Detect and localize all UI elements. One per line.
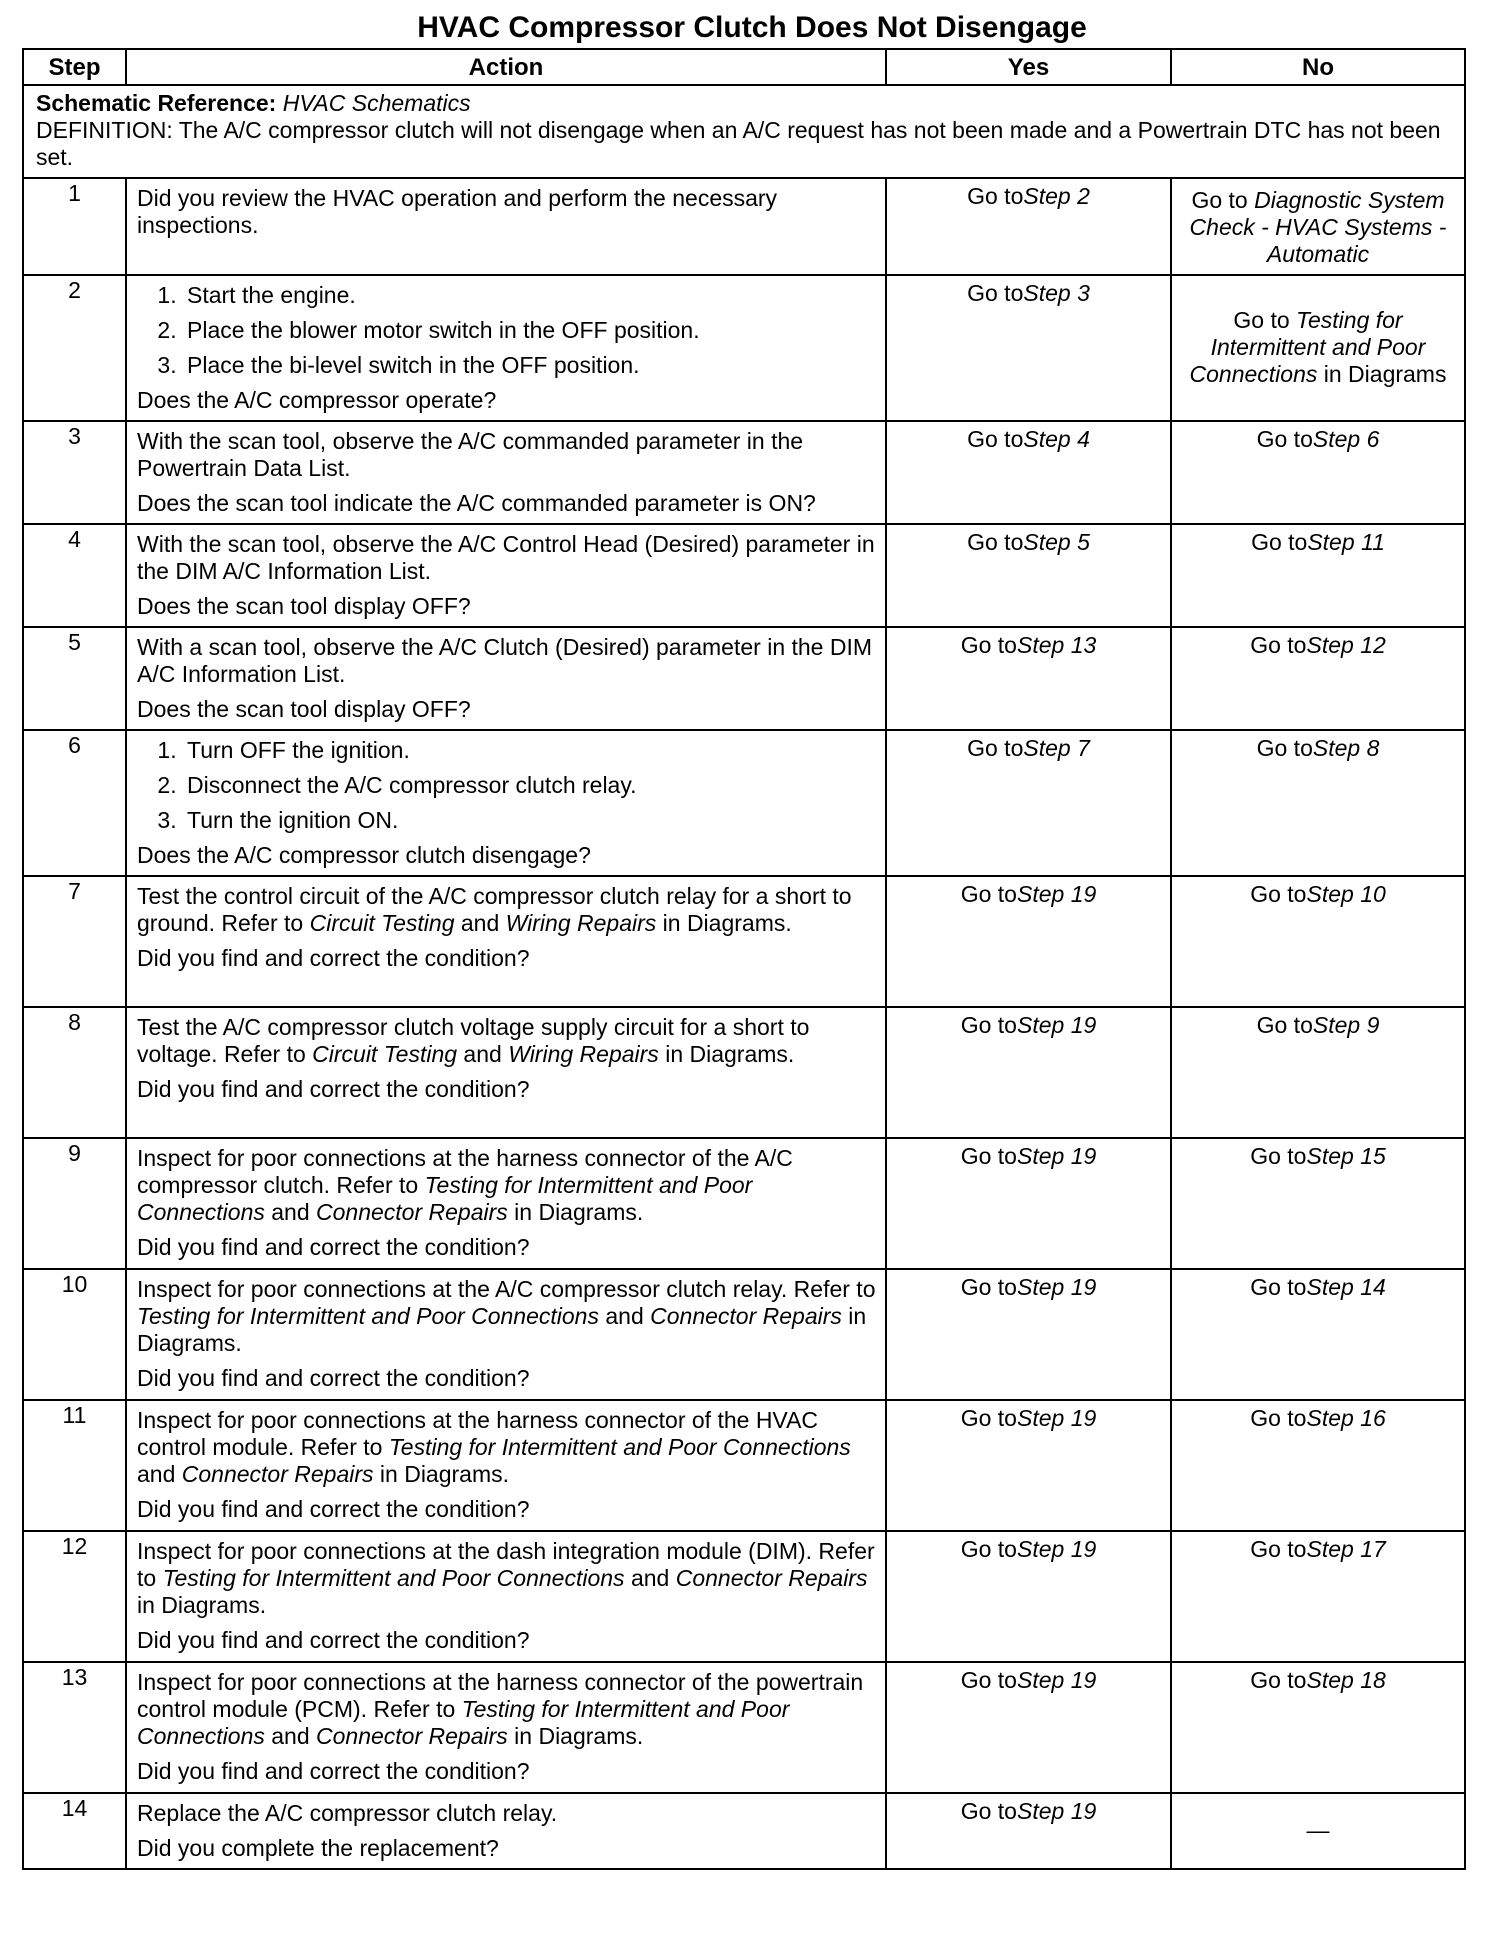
no-step-link[interactable]: Step 12	[1306, 632, 1386, 658]
action-text	[137, 1145, 877, 1226]
go-to-label: Go to	[1251, 529, 1308, 555]
table-row	[23, 1793, 1465, 1869]
yes-cell	[886, 627, 1171, 730]
action-question: Does the A/C compressor operate?	[137, 387, 497, 413]
go-to-label: Go to	[1250, 1536, 1307, 1562]
action-text-part: in Diagrams.	[514, 1199, 644, 1225]
go-to-label: Go to	[1233, 306, 1290, 333]
action-text-part: in Diagrams.	[514, 1723, 644, 1749]
yes-step-link[interactable]: Step 19	[1016, 1012, 1097, 1038]
no-link[interactable]: Testing for Intermittent and Poor Connections	[1189, 306, 1426, 387]
yes-step-link[interactable]: Step 19	[1016, 1143, 1097, 1169]
go-to-label: Go to	[960, 1798, 1017, 1824]
action-cell	[126, 1007, 886, 1138]
action-text-part: Inspect for poor connections at the harness connector of the A/C compressor clutch. Refer to	[137, 1145, 793, 1198]
action-text: Did you review the HVAC operation and perform the necessary inspections.	[137, 185, 778, 238]
no-step-link[interactable]: Step 14	[1306, 1274, 1386, 1300]
table-row	[23, 421, 1465, 524]
yes-cell	[886, 178, 1171, 275]
header-action: Action	[126, 49, 886, 85]
action-cell	[126, 524, 886, 627]
action-cell	[126, 627, 886, 730]
no-cell	[1171, 1662, 1465, 1793]
reference-link[interactable]: Circuit Testing	[309, 910, 455, 936]
action-text-part: Inspect for poor connections at the A/C compressor clutch relay. Refer to	[137, 1276, 876, 1302]
action-question: Did you find and correct the condition?	[137, 1365, 530, 1391]
diagnostic-table	[22, 48, 1466, 1870]
reference-link[interactable]: Wiring Repairs	[508, 1041, 659, 1067]
yes-cell	[886, 1269, 1171, 1400]
action-list	[137, 737, 877, 834]
go-to-label: Go to	[960, 1667, 1017, 1693]
yes-step-link[interactable]: Step 19	[1016, 1274, 1097, 1300]
go-to-label: Go to	[960, 881, 1017, 907]
no-step-link[interactable]: Step 6	[1312, 426, 1380, 452]
yes-step-link[interactable]: Step 4	[1023, 426, 1090, 452]
no-cell	[1171, 1007, 1465, 1138]
go-to-label: Go to	[967, 735, 1024, 761]
yes-cell	[886, 1531, 1171, 1662]
list-item: 3. Place the bi-level switch in the OFF position.	[183, 352, 877, 379]
action-cell	[126, 730, 886, 876]
no-step-link[interactable]: Step 17	[1306, 1536, 1386, 1562]
step-number: 4	[23, 524, 126, 627]
list-item: 2. Disconnect the A/C compressor clutch relay.	[183, 772, 877, 799]
go-to-label: Go to	[1250, 881, 1307, 907]
no-cell	[1171, 730, 1465, 876]
no-step-link[interactable]: Step 9	[1312, 1012, 1380, 1038]
reference-link[interactable]: Testing for Intermittent and Poor Connections	[137, 1303, 599, 1329]
no-cell	[1171, 178, 1465, 275]
yes-cell	[886, 1793, 1171, 1869]
step-number: 9	[23, 1138, 126, 1269]
yes-step-link[interactable]: Step 7	[1023, 735, 1090, 761]
go-to-label: Go to	[960, 1274, 1017, 1300]
no-step-link[interactable]: Step 18	[1306, 1667, 1386, 1693]
reference-link[interactable]: Wiring Repairs	[505, 910, 657, 936]
reference-link[interactable]: Testing for Intermittent and Poor Connections	[388, 1434, 851, 1460]
header-yes: Yes	[886, 49, 1171, 85]
yes-step-link[interactable]: Step 2	[1023, 183, 1090, 209]
action-question: Did you find and correct the condition?	[137, 1234, 530, 1260]
action-cell	[126, 1269, 886, 1400]
no-step-link[interactable]: Step 16	[1306, 1405, 1386, 1431]
go-to-label: Go to	[967, 426, 1024, 452]
no-step-link[interactable]: Step 10	[1306, 881, 1386, 907]
action-list	[137, 282, 877, 379]
yes-step-link[interactable]: Step 19	[1016, 1798, 1097, 1824]
and-word: and	[271, 1723, 310, 1749]
no-step-link[interactable]: Step 11	[1307, 529, 1385, 555]
no-cell	[1171, 1400, 1465, 1531]
action-question: Did you find and correct the condition?	[137, 945, 530, 971]
yes-step-link[interactable]: Step 3	[1023, 280, 1090, 306]
definition-row	[23, 85, 1465, 178]
no-cell	[1171, 421, 1465, 524]
action-cell	[126, 1662, 886, 1793]
page-title: HVAC Compressor Clutch Does Not Disengage	[417, 11, 1087, 44]
and-word: and	[137, 1461, 176, 1487]
no-cell	[1171, 1531, 1465, 1662]
action-text: With the scan tool, observe the A/C commanded parameter in the Powertrain Data List.	[137, 428, 804, 481]
no-step-link[interactable]: Step 8	[1312, 735, 1380, 761]
no-cell	[1171, 1793, 1465, 1869]
action-text	[137, 1276, 877, 1357]
yes-cell	[886, 876, 1171, 1007]
table-row	[23, 524, 1465, 627]
action-text-part: in Diagrams.	[665, 1041, 795, 1067]
go-to-label: Go to	[1256, 426, 1313, 452]
step-number: 6	[23, 730, 126, 876]
schematic-label: Schematic Reference:	[36, 90, 277, 116]
go-to-label: Go to	[1250, 1143, 1307, 1169]
action-cell	[126, 1531, 886, 1662]
step-number: 11	[23, 1400, 126, 1531]
no-cell	[1171, 627, 1465, 730]
go-to-label: Go to	[1256, 1012, 1313, 1038]
and-word: and	[630, 1565, 670, 1591]
no-cell	[1171, 1269, 1465, 1400]
schematic-reference	[36, 90, 1452, 117]
yes-step-link[interactable]: Step 19	[1016, 1667, 1097, 1693]
action-cell	[126, 275, 886, 421]
go-to-label: Go to	[1250, 1274, 1307, 1300]
reference-link[interactable]: Testing for Intermittent and Poor Connections	[162, 1565, 625, 1591]
yes-cell	[886, 1662, 1171, 1793]
step-number: 8	[23, 1007, 126, 1138]
action-cell	[126, 876, 886, 1007]
action-cell	[126, 421, 886, 524]
go-to-label: Go to	[967, 183, 1024, 209]
table-row	[23, 178, 1465, 275]
action-cell	[126, 1400, 886, 1531]
action-text: With the scan tool, observe the A/C Control Head (Desired) parameter in the DIM A/C Information List.	[137, 531, 875, 584]
header-step: Step	[23, 49, 126, 85]
go-to-label: Go to	[1250, 1405, 1307, 1431]
table-row	[23, 275, 1465, 421]
action-text	[137, 1407, 877, 1488]
go-to-label: Go to	[960, 1536, 1017, 1562]
go-to-label: Go to	[960, 632, 1017, 658]
step-number: 1	[23, 178, 126, 275]
action-text-part: in Diagrams.	[662, 910, 792, 936]
action-text-part: Inspect for poor connections at the harness connector of the powertrain control module (PCM). Refer to	[137, 1669, 864, 1722]
go-to-label: Go to	[1256, 735, 1313, 761]
action-text: Replace the A/C compressor clutch relay.	[137, 1800, 558, 1826]
action-question: Did you find and correct the condition?	[137, 1758, 530, 1784]
yes-step-link[interactable]: Step 5	[1023, 529, 1090, 555]
go-to-label: Go to	[967, 529, 1024, 555]
action-text-part: Inspect for poor connections at the harness connector of the HVAC control module. Refer to	[137, 1407, 819, 1460]
table-row	[23, 1138, 1465, 1269]
action-question: Does the scan tool indicate the A/C commanded parameter is ON?	[137, 490, 816, 516]
action-text-part: Inspect for poor connections at the dash integration module (DIM). Refer to	[137, 1538, 875, 1591]
and-word: and	[605, 1303, 644, 1329]
step-number: 3	[23, 421, 126, 524]
action-question: Did you find and correct the condition?	[137, 1496, 530, 1522]
no-cell	[1171, 876, 1465, 1007]
yes-cell	[886, 524, 1171, 627]
action-text-part: in Diagrams.	[137, 1303, 867, 1356]
step-number: 14	[23, 1793, 126, 1869]
table-row	[23, 627, 1465, 730]
yes-step-link[interactable]: Step 19	[1016, 881, 1097, 907]
and-word: and	[271, 1199, 310, 1225]
go-to-label: Go to	[960, 1143, 1017, 1169]
yes-cell	[886, 1138, 1171, 1269]
yes-cell	[886, 1007, 1171, 1138]
reference-link[interactable]: Testing for Intermittent and Poor Connections	[137, 1172, 753, 1225]
table-row	[23, 1269, 1465, 1400]
table-row	[23, 876, 1465, 1007]
yes-cell	[886, 275, 1171, 421]
action-question: Did you find and correct the condition?	[137, 1076, 530, 1102]
action-text	[137, 1669, 877, 1750]
action-text-part: Test the A/C compressor clutch voltage supply circuit for a short to voltage. Refer to	[137, 1014, 810, 1067]
action-text	[137, 883, 877, 937]
no-step-link[interactable]: Step 15	[1306, 1143, 1386, 1169]
step-number: 12	[23, 1531, 126, 1662]
no-link[interactable]: Diagnostic System Check - HVAC Systems - Automatic	[1189, 187, 1447, 267]
header-no: No	[1171, 49, 1465, 85]
action-question: Does the scan tool display OFF?	[137, 593, 471, 619]
action-question: Does the A/C compressor clutch disengage?	[137, 842, 591, 868]
action-cell	[126, 1793, 886, 1869]
step-number: 7	[23, 876, 126, 1007]
definition-cell	[23, 85, 1465, 178]
reference-link[interactable]: Connector Repairs	[316, 1199, 508, 1225]
definition-text: DEFINITION: The A/C compressor clutch will not disengage when an A/C request has not been made and a Powertrain DTC has not been set.	[36, 117, 1441, 170]
list-item: 1. Turn OFF the ignition.	[183, 737, 877, 764]
table-row	[23, 1531, 1465, 1662]
action-text	[137, 1014, 877, 1068]
action-text-part: in Diagrams.	[379, 1461, 510, 1487]
action-text: With a scan tool, observe the A/C Clutch (Desired) parameter in the DIM A/C Information List.	[137, 634, 873, 687]
no-cell	[1171, 524, 1465, 627]
go-to-label: Go to	[960, 1405, 1017, 1431]
go-to-label: Go to	[960, 1012, 1017, 1038]
schematic-link[interactable]: HVAC Schematics	[282, 90, 471, 116]
table-row	[23, 1662, 1465, 1793]
no-dash: —	[1306, 1816, 1330, 1843]
step-number: 13	[23, 1662, 126, 1793]
and-word: and	[460, 910, 500, 936]
step-number: 10	[23, 1269, 126, 1400]
yes-step-link[interactable]: Step 19	[1016, 1405, 1097, 1431]
yes-cell	[886, 1400, 1171, 1531]
no-suffix: in Diagrams	[1323, 360, 1447, 387]
list-item: 2. Place the blower motor switch in the OFF position.	[183, 317, 877, 344]
list-item: 1. Start the engine.	[183, 282, 877, 309]
yes-step-link[interactable]: Step 13	[1016, 632, 1097, 658]
table-row	[23, 1007, 1465, 1138]
reference-link[interactable]: Connector Repairs	[675, 1565, 868, 1591]
action-question: Does the scan tool display OFF?	[137, 696, 471, 722]
table-row	[23, 730, 1465, 876]
table-row	[23, 1400, 1465, 1531]
action-question: Did you complete the replacement?	[137, 1835, 499, 1861]
yes-step-link[interactable]: Step 19	[1016, 1536, 1097, 1562]
list-item: 3. Turn the ignition ON.	[183, 807, 877, 834]
step-number: 5	[23, 627, 126, 730]
reference-link[interactable]: Testing for Intermittent and Poor Connections	[137, 1696, 790, 1749]
go-to-label: Go to	[1250, 632, 1307, 658]
reference-link[interactable]: Connector Repairs	[181, 1461, 374, 1487]
action-text-part: in Diagrams.	[137, 1592, 267, 1618]
go-to-label: Go to	[1191, 187, 1248, 213]
action-cell	[126, 178, 886, 275]
reference-link[interactable]: Connector Repairs	[650, 1303, 842, 1329]
no-cell	[1171, 275, 1465, 421]
action-text-part: Test the control circuit of the A/C compressor clutch relay for a short to ground. Refer to	[137, 883, 852, 936]
step-number: 2	[23, 275, 126, 421]
yes-cell	[886, 421, 1171, 524]
action-cell	[126, 1138, 886, 1269]
and-word: and	[463, 1041, 502, 1067]
no-cell	[1171, 1138, 1465, 1269]
yes-cell	[886, 730, 1171, 876]
go-to-label: Go to	[967, 280, 1024, 306]
action-text	[137, 1538, 877, 1619]
reference-link[interactable]: Connector Repairs	[316, 1723, 508, 1749]
header-row	[23, 49, 1465, 85]
go-to-label: Go to	[1250, 1667, 1307, 1693]
reference-link[interactable]: Circuit Testing	[312, 1041, 458, 1067]
action-question: Did you find and correct the condition?	[137, 1627, 530, 1653]
